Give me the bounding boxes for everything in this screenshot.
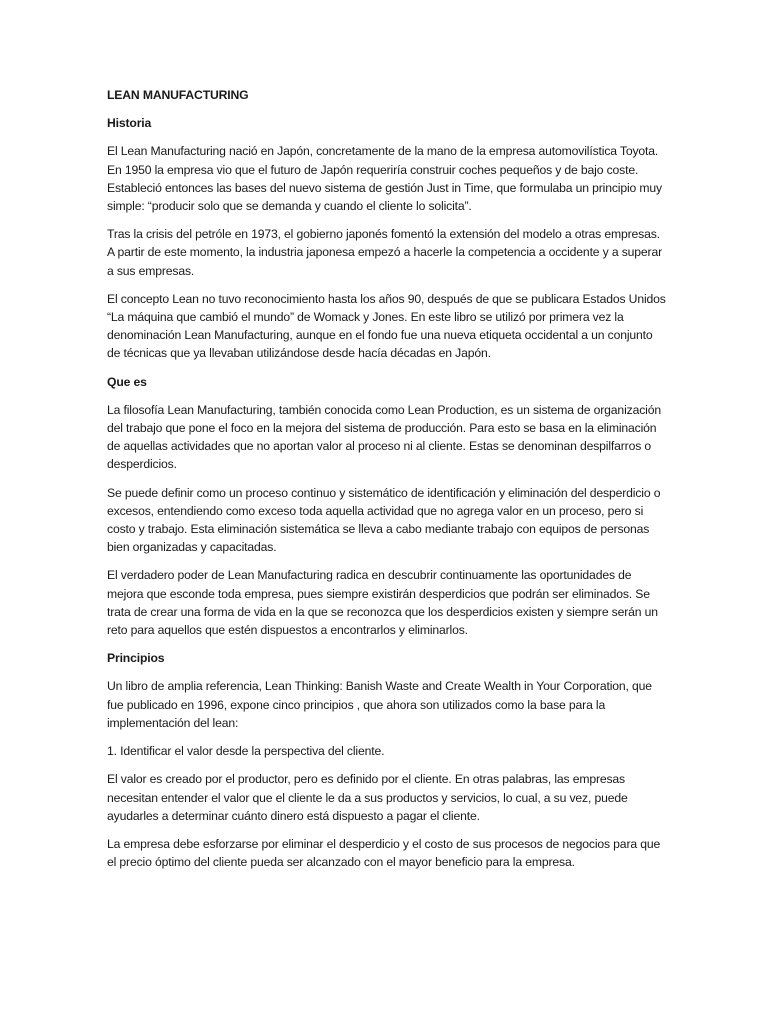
paragraph: Tras la crisis del petróle en 1973, el gobierno japonés fomentó la extensión del modelo a otras empresas. A partir de este momento, la industria japonesa empezó a hacerle la competencia a occidente y a superar a sus empresas. xyxy=(107,227,662,278)
section-heading-que-es: Que es xyxy=(107,374,147,389)
paragraph: El concepto Lean no tuvo reconocimiento hasta los años 90, después de que se publicara Estados Unidos “La máquina que cambió el mundo” de Womack y Jones. En este libro se utilizó por primera vez la denominación Lean Manufacturing, aunque en el fondo fue una nueva etiqueta occidental a un conjunto de técnicas que ya llevaban utilizándose desde hacía décadas en Japón. xyxy=(107,291,666,361)
section-heading-principios: Principios xyxy=(107,651,165,666)
document-title: LEAN MANUFACTURING xyxy=(107,88,249,102)
paragraph: El Lean Manufacturing nació en Japón, concretamente de la mano de la empresa automovilística Toyota. En 1950 la empresa vio que el futuro de Japón requeriría construir coches pequeños y de bajo coste. Estableció entonces las bases del nuevo sistema de gestión Just in Time, que formulaba un principio muy simple: “producir solo que se demanda y cuando el cliente lo solicita”. xyxy=(107,144,662,214)
paragraph: La empresa debe esforzarse por eliminar el desperdicio y el costo de sus procesos de negocios para que el precio óptimo del cliente pueda ser alcanzado con el mayor beneficio para la empresa. xyxy=(107,836,661,870)
paragraph: El valor es creado por el productor, pero es definido por el cliente. En otras palabras, las empresas necesitan entender el valor que el cliente le da a sus productos y servicios, lo cual, a su vez, puede ayudarles a determinar cuánto dinero está dispuesto a pagar el cliente. xyxy=(107,772,628,823)
paragraph: Un libro de amplia referencia, Lean Thinking: Banish Waste and Create Wealth in Your Corporation, que fue publicado en 1996, expone cinco principios , que ahora son utilizados como la base para la implementación del lean: xyxy=(107,679,652,730)
paragraph: Se puede definir como un proceso continuo y sistemático de identificación y eliminación del desperdicio o excesos, entendiendo como exceso toda aquella actividad que no agrega valor en un proceso, pero si costo y trabajo. Esta eliminación sistemática se lleva a cabo mediante trabajo con equipos de personas bien organizadas y capacitadas. xyxy=(107,485,661,555)
section-heading-historia: Historia xyxy=(107,116,152,131)
list-item: 1. Identificar el valor desde la perspectiva del cliente. xyxy=(107,744,385,759)
document-page xyxy=(107,86,667,881)
paragraph: La filosofía Lean Manufacturing, también conocida como Lean Production, es un sistema de organización del trabajo que pone el foco en la mejora del sistema de producción. Para esto se basa en la eliminación de aquellas actividades que no aportan valor al proceso ni al cliente. Estas se denominan despilfarros o desperdicios. xyxy=(107,402,661,472)
paragraph: El verdadero poder de Lean Manufacturing radica en descubrir continuamente las oportunidades de mejora que esconde toda empresa, pues siempre existirán desperdicios que podrán ser eliminados. Se trata de crear una forma de vida en la que se reconozca que los desperdicios existen y siempre serán un reto para aquellos que estén dispuestos a encontrarlos y eliminarlos. xyxy=(107,568,658,638)
